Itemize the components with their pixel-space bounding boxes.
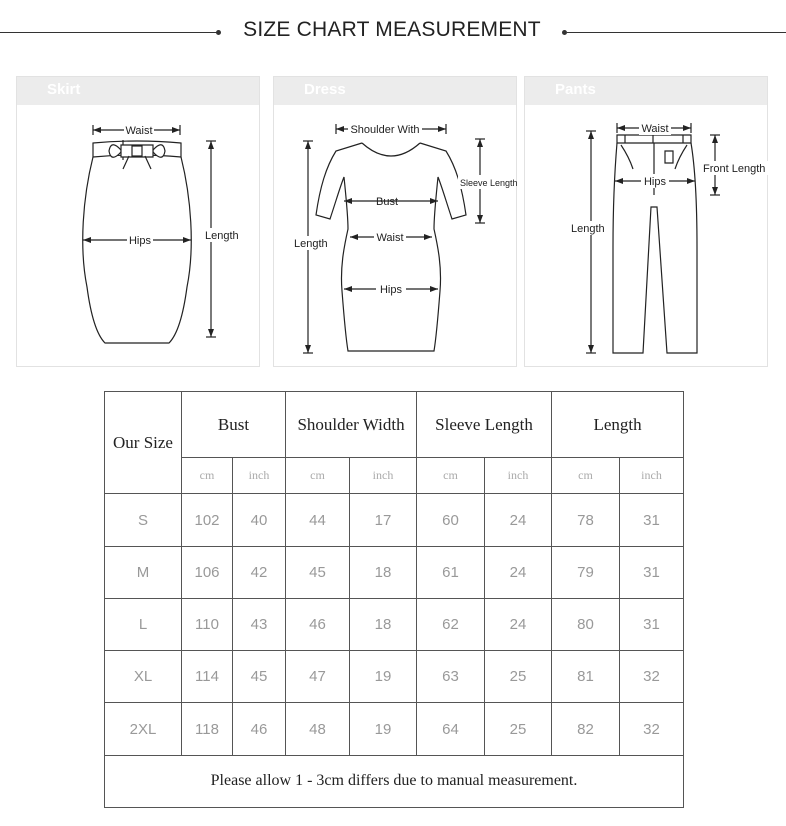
table-row bbox=[105, 651, 684, 703]
value-cell: 78 bbox=[552, 494, 620, 546]
value-cell: 64 bbox=[417, 703, 485, 755]
pants-length-label: Length bbox=[571, 223, 605, 235]
unit-cell: cm bbox=[417, 458, 485, 494]
size-column-header: Our Size bbox=[105, 392, 182, 494]
dress-diagram bbox=[274, 77, 518, 368]
value-cell: 44 bbox=[286, 494, 350, 546]
dress-hips-label: Hips bbox=[379, 284, 403, 296]
value-cell: 118 bbox=[182, 703, 233, 755]
value-cell: 18 bbox=[350, 598, 417, 650]
header-rule-right bbox=[567, 32, 786, 33]
page-title: SIZE CHART MEASUREMENT bbox=[243, 18, 541, 41]
skirt-diagram bbox=[17, 77, 261, 368]
skirt-hips-label: Hips bbox=[128, 235, 152, 247]
dress-panel-title: Dress bbox=[304, 81, 346, 98]
value-cell: 79 bbox=[552, 546, 620, 598]
pants-waist-label: Waist bbox=[641, 123, 669, 135]
unit-cell: inch bbox=[485, 458, 552, 494]
skirt-panel bbox=[16, 76, 260, 367]
table-row bbox=[105, 546, 684, 598]
unit-cell: inch bbox=[620, 458, 684, 494]
value-cell: 24 bbox=[485, 598, 552, 650]
dress-length-label: Length bbox=[294, 238, 328, 250]
page-header bbox=[0, 0, 786, 62]
dress-bust-label: Bust bbox=[375, 196, 399, 208]
value-cell: 19 bbox=[350, 703, 417, 755]
size-cell: XL bbox=[105, 651, 182, 703]
shoulder-width-header: Shoulder Width bbox=[286, 392, 417, 458]
header-rule-left bbox=[0, 32, 218, 33]
value-cell: 45 bbox=[286, 546, 350, 598]
value-cell: 19 bbox=[350, 651, 417, 703]
value-cell: 114 bbox=[182, 651, 233, 703]
dress-waist-label: Waist bbox=[376, 232, 404, 244]
size-cell: S bbox=[105, 494, 182, 546]
dress-panel bbox=[273, 76, 517, 367]
pants-panel-title: Pants bbox=[555, 81, 596, 98]
size-table bbox=[104, 391, 683, 808]
size-cell: M bbox=[105, 546, 182, 598]
bust-header: Bust bbox=[182, 392, 286, 458]
value-cell: 31 bbox=[620, 494, 684, 546]
skirt-waist-label: Waist bbox=[125, 125, 153, 137]
value-cell: 46 bbox=[233, 703, 286, 755]
unit-cell: inch bbox=[350, 458, 417, 494]
value-cell: 80 bbox=[552, 598, 620, 650]
length-header: Length bbox=[552, 392, 684, 458]
value-cell: 63 bbox=[417, 651, 485, 703]
measurement-note: Please allow 1 - 3cm differs due to manual measurement. bbox=[105, 755, 684, 807]
value-cell: 42 bbox=[233, 546, 286, 598]
unit-cell: cm bbox=[286, 458, 350, 494]
value-cell: 25 bbox=[485, 651, 552, 703]
dress-shoulder-label: Shoulder With bbox=[350, 124, 420, 136]
value-cell: 106 bbox=[182, 546, 233, 598]
value-cell: 102 bbox=[182, 494, 233, 546]
value-cell: 46 bbox=[286, 598, 350, 650]
pants-diagram bbox=[525, 77, 769, 368]
skirt-length-label: Length bbox=[205, 230, 239, 242]
table-row bbox=[105, 598, 684, 650]
pants-hips-label: Hips bbox=[643, 176, 667, 188]
value-cell: 61 bbox=[417, 546, 485, 598]
size-cell: 2XL bbox=[105, 703, 182, 755]
value-cell: 82 bbox=[552, 703, 620, 755]
value-cell: 31 bbox=[620, 546, 684, 598]
value-cell: 24 bbox=[485, 494, 552, 546]
value-cell: 32 bbox=[620, 703, 684, 755]
value-cell: 110 bbox=[182, 598, 233, 650]
size-cell: L bbox=[105, 598, 182, 650]
value-cell: 47 bbox=[286, 651, 350, 703]
value-cell: 25 bbox=[485, 703, 552, 755]
value-cell: 17 bbox=[350, 494, 417, 546]
value-cell: 60 bbox=[417, 494, 485, 546]
value-cell: 48 bbox=[286, 703, 350, 755]
sleeve-length-header: Sleeve Length bbox=[417, 392, 552, 458]
dress-sleeve-label: Sleeve Length bbox=[460, 178, 518, 188]
value-cell: 18 bbox=[350, 546, 417, 598]
value-cell: 31 bbox=[620, 598, 684, 650]
unit-cell: inch bbox=[233, 458, 286, 494]
header-dot-left bbox=[216, 30, 221, 35]
pants-panel bbox=[524, 76, 768, 367]
table-row bbox=[105, 494, 684, 546]
skirt-panel-title: Skirt bbox=[47, 81, 81, 98]
value-cell: 24 bbox=[485, 546, 552, 598]
value-cell: 81 bbox=[552, 651, 620, 703]
value-cell: 40 bbox=[233, 494, 286, 546]
value-cell: 43 bbox=[233, 598, 286, 650]
table-row bbox=[105, 703, 684, 755]
pants-front-length-label: Front Length bbox=[703, 163, 766, 175]
value-cell: 32 bbox=[620, 651, 684, 703]
value-cell: 45 bbox=[233, 651, 286, 703]
unit-cell: cm bbox=[552, 458, 620, 494]
value-cell: 62 bbox=[417, 598, 485, 650]
unit-cell: cm bbox=[182, 458, 233, 494]
